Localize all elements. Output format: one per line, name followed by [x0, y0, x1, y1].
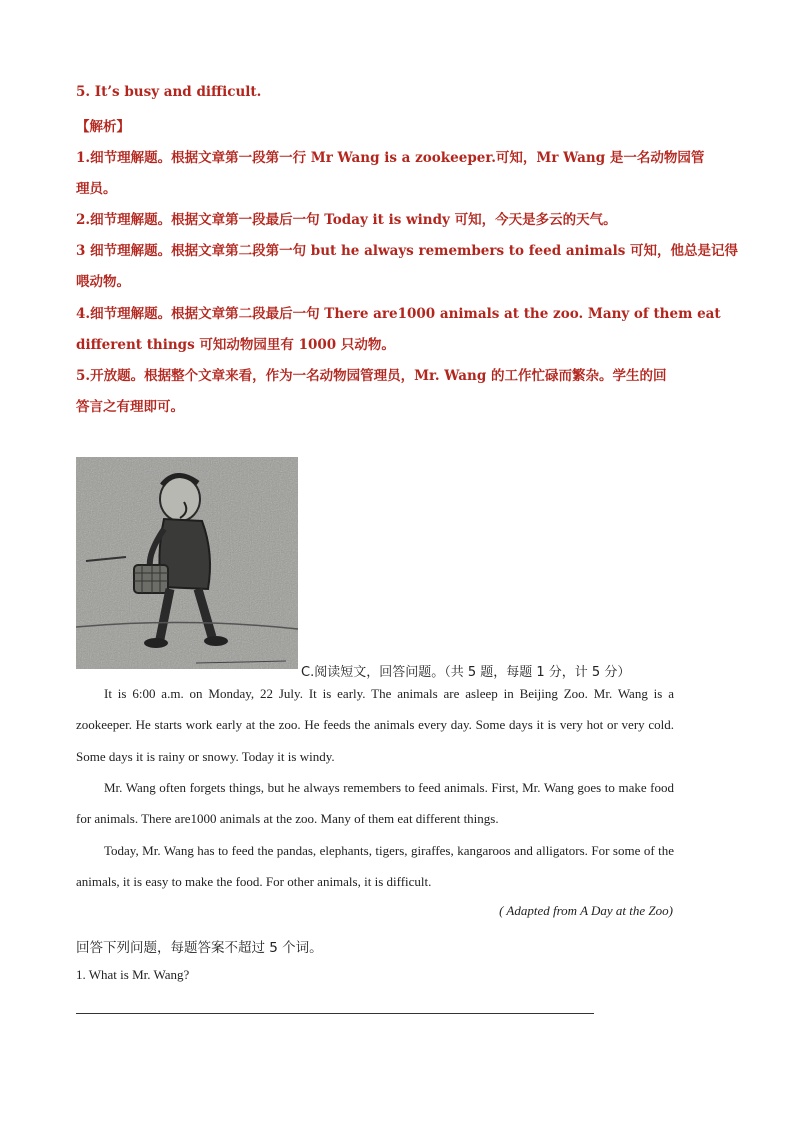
- passage-paragraph-3: Today, Mr. Wang has to feed the pandas, elephants, tigers, giraffes, kangaroos and alligators. For some of the animals, it is easy to make the food. For other animals, it is difficult.: [76, 843, 674, 890]
- analysis-line-2: 理员。: [76, 181, 117, 197]
- analysis-line-3: 2.细节理解题。根据文章第一段最后一句 Today it is windy 可知，今天是多云的天气。: [76, 212, 617, 228]
- passage-source: ( Adapted from A Day at the Zoo): [499, 903, 673, 918]
- instruction: 回答下列问题，每题答案不超过 5 个词。: [76, 940, 323, 956]
- analysis-line-1: 1.细节理解题。根据文章第一段第一行 Mr Wang is a zookeeper.可知，Mr Wang 是一名动物园管: [76, 150, 705, 166]
- analysis-line-5: 喂动物。: [76, 274, 130, 290]
- passage-paragraph-2: Mr. Wang often forgets things, but he always remembers to feed animals. First, Mr. Wang goes to make food for animals. There are1000 animals at the zoo. Many of them eat different things.: [76, 780, 674, 827]
- analysis-line-8: 5.开放题。根据整个文章来看，作为一名动物园管理员，Mr. Wang 的工作忙碌而繁杂。学生的回: [76, 368, 667, 384]
- passage-paragraph-1: It is 6:00 a.m. on Monday, 22 July. It is early. The animals are asleep in Beijing Zoo. Mr. Wang is a zookeeper. He starts work early at the zoo. He feeds the animals every day. Some days it is very hot or very cold. Some days it is rainy or snowy. Today it is windy.: [76, 686, 674, 764]
- analysis-line-9: 答言之有理即可。: [76, 399, 184, 415]
- analysis-label: 【解析】: [76, 119, 130, 135]
- zookeeper-cartoon-photo: [76, 457, 298, 669]
- analysis-line-6: 4.细节理解题。根据文章第二段最后一句 There are1000 animals at the zoo. Many of them eat: [76, 306, 721, 322]
- answer-header: 5. It’s busy and difficult.: [76, 84, 262, 100]
- answer-line[interactable]: [76, 1013, 594, 1014]
- analysis-line-7: different things 可知动物园里有 1000 只动物。: [76, 337, 395, 353]
- analysis-line-4: 3 细节理解题。根据文章第二段第一句 but he always remembers to feed animals 可知，他总是记得: [76, 243, 738, 259]
- section-caption: C.阅读短文，回答问题。（共 5 题，每题 1 分，计 5 分）: [301, 665, 631, 680]
- question-1: 1. What is Mr. Wang?: [76, 967, 190, 982]
